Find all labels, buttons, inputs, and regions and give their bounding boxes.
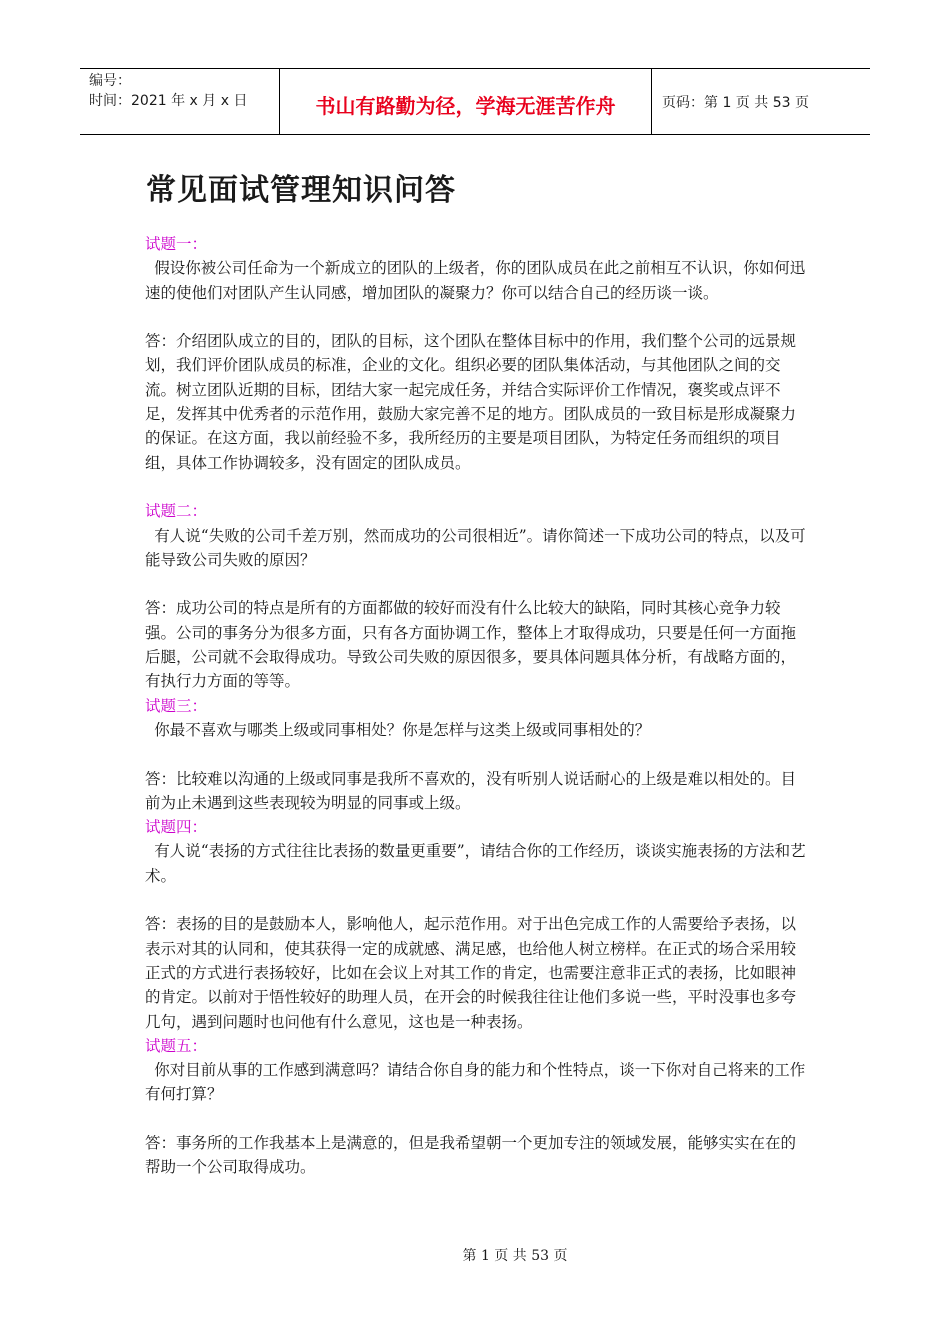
answer-text: 答：表扬的目的是鼓励本人，影响他人，起示范作用。对于出色完成工作的人需要给予表扬，以表示对其的认同和，使其获得一定的成就感、满足感，也给他人树立榜样。在正式的场合采用较正式的方式进行表扬较好，比如在会议上对其工作的肯定，也需要注意非正式的表扬，比如眼神的肯定。以前对于悟性较好的助理人员，在开会的时候我往往让他们多说一些，平时没事也多夸几句，遇到问题时也问他有什么意见，这也是一种表扬。 <box>145 915 797 1031</box>
question-label: 试题三： <box>145 696 208 715</box>
header-page-info: 页码：第 1 页 共 53 页 <box>662 94 809 111</box>
question-text: 有人说“失败的公司千差万别，然而成功的公司很相近”。请你简述一下成功公司的特点，以及可能导致公司失败的原因？ <box>145 526 806 569</box>
question-label: 试题五： <box>145 1036 208 1055</box>
question-text: 你对目前从事的工作感到满意吗？请结合你自身的能力和个性特点，谈一下你对自己将来的工作有何打算？ <box>145 1061 806 1104</box>
answer-text: 答：比较难以沟通的上级或同事是我所不喜欢的，没有听别人说话耐心的上级是难以相处的。目前为止未遇到这些表现较为明显的同事或上级。 <box>145 769 797 812</box>
question-label: 试题一： <box>145 235 208 253</box>
document-title: 常见面试管理知识问答 <box>146 173 456 208</box>
answer-text: 答：成功公司的特点是所有的方面都做的较好而没有什么比较大的缺陷，同时其核心竞争力较强。公司的事务分为很多方面，只有各方面协调工作，整体上才取得成功，只要是任何一方面拖后腿，公司就不会取得成功。导致公司失败的原因很多，要具体问题具体分析，有战略方面的，有执行力方面的等等。 <box>145 599 797 691</box>
question-text: 有人说“表扬的方式往往比表扬的数量更重要”，请结合你的工作经历，谈谈实施表扬的方法和艺术。 <box>145 842 806 885</box>
document-number-label: 编号： <box>89 73 131 89</box>
question-text: 假设你被公司任命为一个新成立的团队的上级者，你的团队成员在此之前相互不认识，你如何迅速的使他们对团队产生认同感，增加团队的凝聚力？你可以结合自己的经历谈一谈。 <box>145 259 806 302</box>
question-label: 试题四： <box>145 818 208 837</box>
header-motto: 书山有路勤为径，学海无涯苦作舟 <box>280 69 652 134</box>
document-date: 时间：2021 年 x 月 x 日 <box>89 93 248 109</box>
answer-text: 答：介绍团队成立的目的，团队的目标，这个团队在整体目标中的作用，我们整个公司的远景规划，我们评价团队成员的标准，企业的文化。组织必要的团队集体活动，与其他团队之间的交流。树立团队近期的目标，团结大家一起完成任务，并结合实际评价工作情况，褒奖或点评不足，发挥其中优秀者的示范作用，鼓励大家完善不足的地方。团队成员的一致目标是形成凝聚力的保证。在这方面，我以前经验不多，我所经历的主要是项目团队，为特定任务而组织的项目组，具体工作协调较多，没有固定的团队成员。 <box>145 332 797 472</box>
answer-text: 答：事务所的工作我基本上是满意的，但是我希望朝一个更加专注的领域发展，能够实实在在的帮助一个公司取得成功。 <box>145 1133 797 1177</box>
question-text: 你最不喜欢与哪类上级或同事相处？你是怎样与这类上级或同事相处的？ <box>154 720 651 739</box>
question-label: 试题二： <box>145 502 208 521</box>
page-footer: 第 1 页 共 53 页 <box>462 1248 568 1264</box>
header-meta <box>80 69 280 134</box>
qa-content <box>145 232 810 1180</box>
page-header <box>80 68 870 135</box>
